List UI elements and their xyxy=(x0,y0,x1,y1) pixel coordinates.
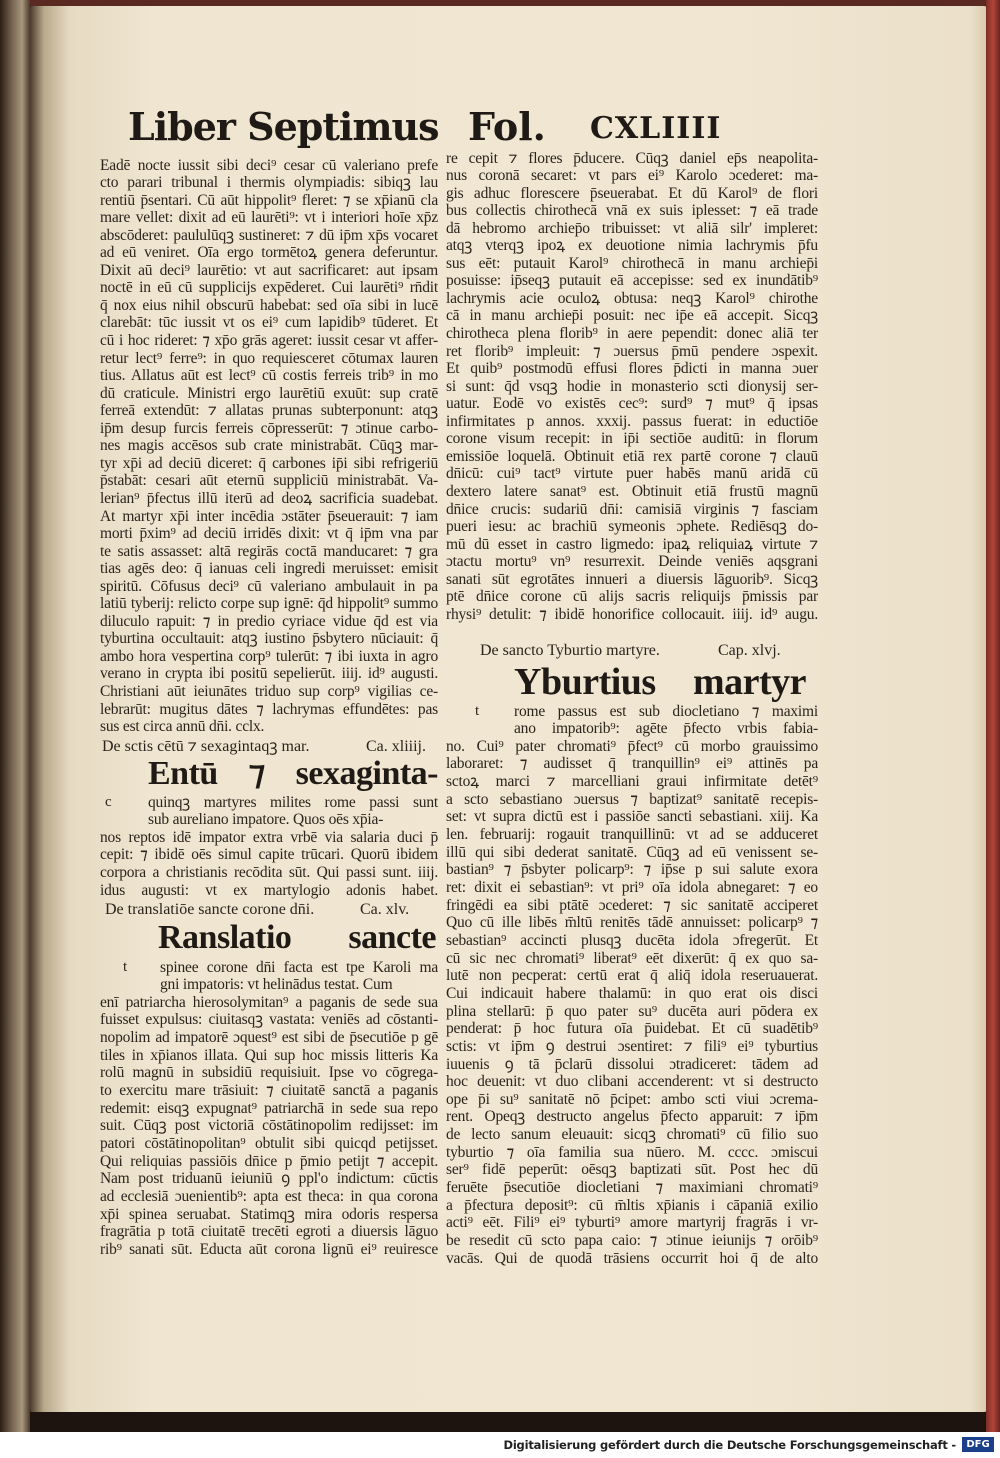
text-line: rolū magnū in subsidiū requisiuit. Ipse vo cōgrega- xyxy=(100,1064,438,1082)
text-line: ferreā extendūt: ⁊ allatas prunas subterponunt: atqꝫ xyxy=(100,402,438,420)
text-line: fragrātia p totā ciuitatē trecēti egroti a diuersis lāguo xyxy=(100,1223,438,1241)
text-line: cepit: ⁊ ibidē oēs simul capite trūcari. Quorū ibidem xyxy=(100,846,438,864)
text-line: Qui reliquias passiōis dn̄ice p p̄mio petijt ⁊ accepit. xyxy=(100,1152,438,1170)
text-line: rent. Opeqꝫ destructo angelus p̄fecto apparuit: ⁊ ip̄m xyxy=(446,1108,818,1126)
text-line: spinee corone dn̄i facta est tpe Karoli ma xyxy=(160,958,438,976)
text-line: cto parari tribunal i thermis olympiadis: sibiqꝫ lau xyxy=(100,174,438,192)
text-line: diluculo rapuit: ⁊ in predio cyriace vidue q̄d est via xyxy=(100,612,438,630)
text-line: emissiōe loquelā. Obtinuit etiā rex partē corone ⁊ clauū xyxy=(446,447,818,465)
text-line: rib⁹ sanati sūt. Educta aūt corona lignū ei⁹ reuiresce xyxy=(100,1240,438,1258)
text-line: de lecto sanum eleuauit: sicqꝫ chromati⁹ cū filio suo xyxy=(446,1126,818,1144)
text-line: bus collectis chirothecā vnā ex suis iplesset: ⁊ eā trade xyxy=(446,202,818,220)
text-line: hoc deuenit: vt duo clibani accenderent: vt si destructo xyxy=(446,1073,818,1091)
text-line: dn̄ice crucis: sudariū dn̄i: camisiā virginis ⁊ fasciam xyxy=(446,500,818,518)
text-line: suit. Cūqꝫ post victoriā cōstātinopolim redijsset: im xyxy=(100,1117,438,1135)
text-line: re cepit ⁊ flores p̄ducere. Cūqꝫ daniel ep̄s neapolita- xyxy=(446,149,818,167)
text-line: sctoꝝ marci ⁊ marcelliani graui infirmitate detēt⁹ xyxy=(446,773,818,791)
text-line: cū i hoc rideret: ⁊ xp̄o grās ageret: iussit cesar vt affer- xyxy=(100,332,438,349)
text-line: chirotheca plena florib⁹ in aere pependit: donec aliā ter xyxy=(446,325,818,342)
book-red-edge xyxy=(986,0,1000,1432)
text-line: nos reptos idē impator extra vrbē via salaria duci p̄ xyxy=(100,828,438,846)
text-line: ser⁹ fidē peperūt: oēsqꝫ baptizati sūt. Post hec dū xyxy=(446,1161,818,1179)
text-line: fuisset expulsus: ciuitasqꝫ vastata: veniēs ad cōstanti- xyxy=(100,1011,438,1029)
text-line: nes magis accēsos sub crate ministrabāt. Cūqꝫ mar- xyxy=(100,437,438,455)
text-line: rome passus est sub diocletiano ⁊ maximi xyxy=(514,702,818,720)
text-line: cā in manu archiep̄i posuit: nec ip̄e eā accepit. Sicqꝫ xyxy=(446,307,818,325)
chapter-incipit: Entū ⁊ sexaginta- xyxy=(148,755,438,792)
text-line: len. februarij: rogauit tranquillinū: vt ad se adduceret xyxy=(446,826,818,844)
text-line: set: vt supra dictū est i passiōe sancti sebastiani. xiij. Ka xyxy=(446,808,818,826)
text-line: dextero latere sanat⁹ est. Obtinuit etiā frustū magnū xyxy=(446,482,818,500)
text-line: plina stellarū: p̄ quo pater su⁹ ducēta auri pōdera ex xyxy=(446,1002,818,1020)
chapter-rubric: De translatiōe sancte corone dn̄i. xyxy=(105,900,315,918)
text-line: dā hebromo archiep̄o tribuisset: vt aliā silr' impleret: xyxy=(446,219,818,237)
text-line: dn̄icū: cui⁹ tact⁹ virtute puer habēs manū aridā cū xyxy=(446,465,818,483)
text-line: posuisse: ip̄seqꝫ putauit eā accepisse: sed ex inundātib⁹ xyxy=(446,272,818,290)
text-line: dū craticule. Ministri ergo laurētiū exuūt: sup cratē xyxy=(100,384,438,402)
text-line: noctē in eū cū supplicijs expēderet. Cui laurēti⁹ rn̄dit xyxy=(100,279,438,297)
text-line: cū sic nec chromati⁹ liberat⁹ eēt dixerūt: q̄ ex quo sa- xyxy=(446,949,818,967)
text-line: p̄stabāt: cesari aūt eternū suppliciū ministrabāt. Va- xyxy=(100,472,438,490)
text-line: Nam post triduanū ieiuniū ꝯ ppl'o indictum: cūctis xyxy=(100,1170,438,1188)
text-line: infirmitates p annos. xxxij. passus fuerat: in eductiōe xyxy=(446,412,818,430)
text-line: lebrarūt: mugitus dātes ⁊ lachrymas effundētes: pas xyxy=(100,700,438,718)
text-line: q̄ nox eius nihil obscurū habebat: sed oīa sibi in lucē xyxy=(100,296,438,314)
text-line: acti⁹ eēt. Fili⁹ ei⁹ tyburti⁹ amore martyrij fragrās i vr- xyxy=(446,1214,818,1232)
text-line: redemit: eisqꝫ expugnat⁹ patriarchā in sede sua repo xyxy=(100,1099,438,1117)
chapter-incipit: Yburtius martyr xyxy=(514,661,806,703)
text-line: tyburtina occultauit: atqꝫ iustino p̄sbytero nūciauit: q̄ xyxy=(100,630,438,648)
text-line: lerian⁹ p̄fectus illū iterū ad deoꝝ sacrificia suadebat. xyxy=(100,489,438,507)
chapter-rubric: De sancto Tyburtio martyre. xyxy=(480,641,660,659)
text-line: fringēdi ea sibi ptātē ɔcederet: ⁊ sic sanitatē acciperet xyxy=(446,896,818,914)
text-line: atqꝫ vterqꝫ ipoꝝ ex deuotione nimia lachrymis p̄fu xyxy=(446,237,818,255)
footer xyxy=(0,1432,1000,1458)
text-line: tius. Allatus aūt est lect⁹ cū costis ferreis trib⁹ in mo xyxy=(100,367,438,385)
text-line: Quo cū ille libēs m̄ltū renitēs tādē annuisset: policarp⁹ ⁊ xyxy=(446,914,818,932)
text-line: uatur. Eodē vo existēs cec⁹: surd⁹ ⁊ mut⁹ q̄ ipsas xyxy=(446,395,818,413)
text-line: abscōderet: paululūqꝫ sustineret: ⁊ dū ip̄m xp̄s vocaret xyxy=(100,226,438,244)
guide-letter: t xyxy=(475,702,480,719)
text-line: sebastian⁹ accincti plusqꝫ ducēta idola ɔfregerūt. Et xyxy=(446,931,818,949)
text-line: Cui indicauit habere thalamū: in quo erat ois disci xyxy=(446,984,818,1002)
text-line: retur lect⁹ ferre⁹: in quo requiesceret cōtumax lauren xyxy=(100,349,438,367)
text-line: be resedit cū scto papa caio: ⁊ ɔtinue ieiunijs ⁊ orōib⁹ xyxy=(446,1232,818,1249)
text-line: sus est circa annū dn̄i. cclx. xyxy=(100,718,265,736)
text-line: sanati sūt egrotātes innueri a diuersis lāguorib⁹. Sicqꝫ xyxy=(446,570,818,588)
text-line: sctis: vt ip̄m ꝯ destrui ɔsentiret: ⁊ fili⁹ ei⁹ tyburtius xyxy=(446,1037,818,1055)
text-line: ad eū veniret. Oīa ergo tormētoꝝ genera deferuntur. xyxy=(100,244,438,262)
text-line: iuuenis ꝯ tā p̄clarū dissolui ɔtradiceret: tādem ad xyxy=(446,1055,818,1073)
text-line: gis adhuc florescere p̄seuerabat. Et dū Karol⁹ de flori xyxy=(446,184,818,202)
text-line: a p̄fectura deposit⁹: cū m̄ltis xp̄ianis i cāpaniā exilio xyxy=(446,1196,818,1214)
text-line: sus eēt: putauit Karol⁹ chirothecā in manu archiep̄i xyxy=(446,254,818,272)
text-line: At martyr xp̄i inter incēdia ɔstāter p̄seuerauit: ⁊ iam xyxy=(100,507,438,525)
text-line: verano in crypta ibi positū sepelierūt. iiij. id⁹ augusti. xyxy=(100,665,438,683)
text-line: lutē non pecperat: certū erat q̄ aliq̄ idola reseruauerat. xyxy=(446,967,818,985)
text-line: rentiū p̄sentari. Cū aūt hippolit⁹ fleret: ⁊ se xp̄ianū cla xyxy=(100,191,438,209)
text-line: xp̄i spinea seruabat. Statimqꝫ mira odoris respersa xyxy=(100,1205,438,1223)
text-line: tyburtio ⁊ oīa familia sua nūero. M. cccc. ɔmiscui xyxy=(446,1143,818,1161)
text-line: nus coronā secaret: vt pars ei⁹ Karolo ɔcederet: ma- xyxy=(446,167,818,185)
text-line: Eadē nocte iussit sibi deci⁹ cesar cū valeriano prefe xyxy=(100,156,438,174)
text-line: bastian⁹ ⁊ p̄sbyter policarp⁹: ⁊ ip̄se p sui salute exora xyxy=(446,861,818,879)
text-line: tiles in xp̄ianos illata. Qui sup hoc missis litteris Ka xyxy=(100,1046,438,1064)
text-line: Christiani aūt ieiunātes triduo sup corp⁹ vigilias ce- xyxy=(100,683,438,700)
text-line: to exercitu mare trāsiuit: ⁊ ciuitatē sanctā a paganis xyxy=(100,1082,438,1100)
guide-letter: c xyxy=(105,793,112,810)
text-line: gni impatoris: vt helinādus testat. Cum xyxy=(160,976,393,994)
text-line: sub aureliano impatore. Quos oēs xp̄ia- xyxy=(148,811,384,829)
text-line: morti p̄xim⁹ ad deciū irridēs dixit: vt q̄ ip̄m vna par xyxy=(100,525,438,543)
chapter-rubric: De sctis cētū ⁊ sexagintaqꝫ mar. xyxy=(102,737,310,755)
text-line: laboraret: ⁊ audisset q̄ tranquillin⁹ ei⁹ attinēs pa xyxy=(446,755,818,773)
text-line: tyr xp̄i ad deciū diceret: q̄ carbones ip̄i sibi refrigeriū xyxy=(100,454,438,472)
text-line: vacās. Qui de quodā trāsiens occurrit hoi q̄ de alto xyxy=(446,1249,818,1267)
chapter-number: Ca. xlv. xyxy=(360,900,410,918)
guide-letter: t xyxy=(123,958,128,975)
chapter-number: Cap. xlvj. xyxy=(718,641,781,659)
text-line: mū dū esset in castro ligmedo: ipaꝝ reliquiaꝝ virtute ⁊ xyxy=(446,535,818,553)
running-title: Liber Septimus xyxy=(128,104,439,149)
text-line: a scto sebastiano ɔuersus ⁊ baptizat⁹ sanitatē recepis- xyxy=(446,790,818,808)
text-line: ptē dn̄ice corone cū alijs sacris reliquijs p̄missis par xyxy=(446,588,818,606)
text-line: spiritū. Cōfusus deci⁹ cū valeriano ambulauit in pa xyxy=(100,577,438,595)
text-line: rhysi⁹ detulit: ⁊ ibidē honorifice collocauit. iiij. id⁹ augu. xyxy=(446,605,818,623)
text-line: quinqꝫ martyres milites rome passi sunt xyxy=(148,793,438,811)
text-line: te satis assasset: altā regirās coctā manducaret: ⁊ gra xyxy=(100,542,438,560)
text-line: lachrymis acie oculoꝝ obtusa: neqꝫ Karol⁹ chirothe xyxy=(446,289,818,307)
text-line: clarebāt: tūc iussit vt os ei⁹ cum lapidib⁹ tūderet. Et xyxy=(100,314,438,332)
text-line: feruēte p̄secutiōe diocletiani ⁊ maximiani chromati⁹ xyxy=(446,1179,818,1197)
text-line: ad ecclesiā ɔuenientib⁹: apta est theca: in qua corona xyxy=(100,1187,438,1205)
text-line: ambo hora vespertina corp⁹ tulerūt: ⁊ ibi iuxta in agro xyxy=(100,647,438,665)
text-line: latiū tyberij: relicto corpe sup ignē: q̄d hippolit⁹ summo xyxy=(100,595,438,613)
folio-number: CXLIIII xyxy=(590,111,722,146)
text-line: penderat: p̄ hoc futura oīa p̄uidebat. Et cū suadētib⁹ xyxy=(446,1020,818,1038)
text-line: enī patriarcha hierosolymitan⁹ a paganis de sede sua xyxy=(100,993,438,1011)
text-line: patori cōstātinopolitan⁹ obtulit sibi quicqd petijsset. xyxy=(100,1135,438,1152)
chapter-number: Ca. xliiij. xyxy=(366,737,426,755)
text-line: ret florib⁹ impleuit: ⁊ ɔuersus p̄mū pendere ɔspexit. xyxy=(446,342,818,360)
folio-label: Fol. xyxy=(468,104,546,149)
text-line: no. Cui⁹ pater chromati⁹ p̄fect⁹ cū morbo grauissimo xyxy=(446,737,818,755)
text-line: nopolim ad impatorē ɔquest⁹ est sibi de p̄secutiōe p gē xyxy=(100,1029,438,1047)
text-line: idus augusti: vt ex martylogio adonis habet. xyxy=(100,881,438,899)
text-line: pueri iesu: ac brachiū symeonis ɔphete. Rediēsqꝫ do- xyxy=(446,518,818,536)
text-line: ano impatorib⁹: agēte p̄fecto vrbis fabia- xyxy=(514,720,818,738)
text-line: ope p̄i su⁹ sanitatē nō p̄cipet: ambo scti viui ɔcrema- xyxy=(446,1090,818,1108)
text-line: illū qui sibi dederat sanitatē. Cūqꝫ ad eū venissent se- xyxy=(446,843,818,861)
text-line: ret: dixit ei sebastian⁹: vt pri⁹ oīa idola abnegaret: ⁊ eo xyxy=(446,879,818,896)
footer-credit: Digitalisierung gefördert durch die Deutsche Forschungsgemeinschaft - xyxy=(503,1438,956,1452)
text-line: Dixit aū deci⁹ laurētio: vt aut sacrificaret: aut ipsam xyxy=(100,261,438,279)
chapter-incipit: Ranslatio sancte xyxy=(158,919,436,956)
text-line: ip̄m desup furcis ferreis cōpresserūt: ⁊ ɔtinue carbo- xyxy=(100,419,438,437)
text-line: corpora a christianis recōdita sūt. Qui passi sunt. iiij. xyxy=(100,864,438,882)
text-line: corone visum recepit: in ip̄i sectiōe auditū: in florum xyxy=(446,430,818,448)
dfg-logo: DFG xyxy=(962,1437,994,1452)
text-line: tias agēs deo: q̄ ianuas celi ingredi meruisset: emisit xyxy=(100,560,438,578)
text-line: ɔtactu mortu⁹ vn⁹ resurrexit. Deinde veniēs aqsgrani xyxy=(446,553,818,571)
text-line: mare vellet: dixit ad eū laurēti⁹: vt i interiori hoīe xp̄z xyxy=(100,209,438,227)
text-line: Et quib⁹ postmodū effusi flores p̄dicti in manna ɔuer xyxy=(446,360,818,378)
previous-page-edge xyxy=(0,0,30,1432)
text-line: si sunt: q̄d vsqꝫ hodie in monasterio scti dionysij ser- xyxy=(446,377,818,395)
